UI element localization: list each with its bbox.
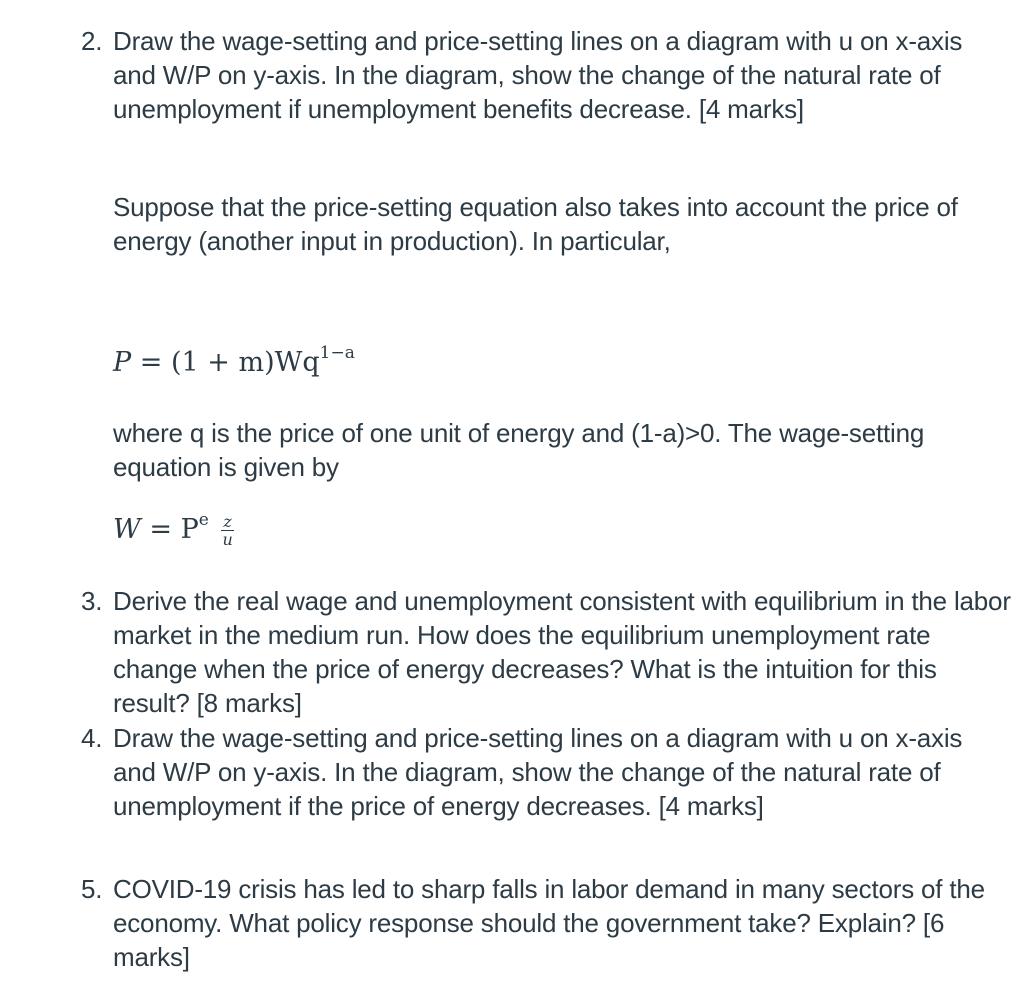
question-5-text: COVID-19 crisis has led to sharp falls in labor demand in many sectors of the economy. What policy response should the government take? Explain? [6 marks] xyxy=(113,874,985,972)
price-eq-exponent: 1−a xyxy=(319,343,355,363)
question-2-number: 2. xyxy=(81,26,103,56)
question-3 xyxy=(81,584,1011,720)
wage-eq-sup: e xyxy=(198,510,209,530)
fraction-numerator: z xyxy=(223,512,232,531)
wage-eq-fraction xyxy=(221,513,233,548)
wage-setting-equation xyxy=(113,510,234,550)
price-eq-lhs: P xyxy=(113,347,132,378)
question-2-text: Draw the wage-setting and price-setting lines on a diagram with u on x-axis and W/P on y-axis. In the diagram, show the change of the natural rate of unemployment if unemployment benefits decrease. [4 marks] xyxy=(113,26,963,124)
question-5-number: 5. xyxy=(81,874,103,904)
price-setting-equation xyxy=(113,345,355,381)
price-eq-rhs: = (1 + m)Wq xyxy=(139,347,320,378)
question-5 xyxy=(81,872,1011,974)
fraction-denominator: u xyxy=(222,530,233,549)
wage-eq-lhs: W xyxy=(113,514,141,545)
question-4-text: Draw the wage-setting and price-setting lines on a diagram with u on x-axis and W/P on y-axis. In the diagram, show the change of the natural rate of unemployment if the price of energy decreases. [4 marks] xyxy=(113,723,963,821)
question-3-number: 3. xyxy=(81,586,103,616)
question-2 xyxy=(81,24,1011,126)
question-3-text: Derive the real wage and unemployment consistent with equilibrium in the labor market in the medium run. How does the equilibrium unemployment rate change when the price of energy decreases? What is the intuition for this result? [8 marks] xyxy=(113,586,1011,718)
question-4 xyxy=(81,721,1011,823)
where-paragraph: where q is the price of one unit of energy and (1-a)>0. The wage-setting equation is given by xyxy=(113,418,925,482)
wage-eq-rhs: = P xyxy=(149,514,199,545)
question-4-number: 4. xyxy=(81,723,103,753)
energy-intro-paragraph: Suppose that the price-setting equation also takes into account the price of energy (another input in production). In particular, xyxy=(113,192,958,256)
